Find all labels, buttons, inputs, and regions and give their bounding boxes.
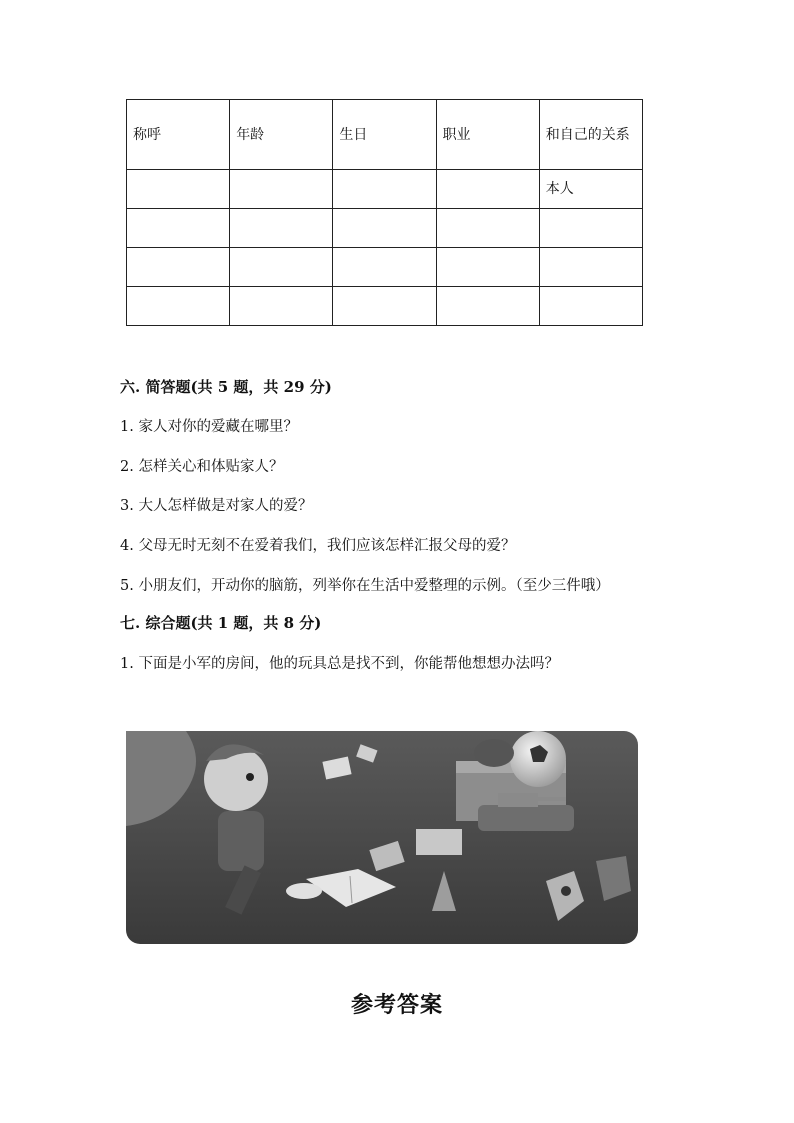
table-cell[interactable] bbox=[539, 248, 642, 287]
robot-eye bbox=[561, 886, 571, 896]
section-7-title: 七. 综合题(共 1 题，共 8 分) bbox=[120, 614, 322, 632]
rugby-ball bbox=[474, 739, 514, 767]
table-cell[interactable] bbox=[436, 248, 539, 287]
table-row bbox=[127, 170, 643, 209]
question-6-2: 2. 怎样关心和体贴家人？ bbox=[120, 459, 284, 475]
table-header-cell: 职业 bbox=[436, 100, 539, 170]
table-header-cell: 年龄 bbox=[230, 100, 333, 170]
boy-body bbox=[218, 811, 264, 871]
table-cell[interactable] bbox=[436, 170, 539, 209]
tank-toy bbox=[478, 805, 574, 831]
family-info-table bbox=[126, 99, 643, 326]
question-6-4: 4. 父母无时无刻不在爱着我们，我们应该怎样汇报父母的爱？ bbox=[120, 538, 516, 554]
table-cell[interactable] bbox=[230, 170, 333, 209]
table-cell[interactable] bbox=[127, 170, 230, 209]
question-6-1: 1. 家人对你的爱藏在哪里？ bbox=[120, 419, 298, 435]
table-cell[interactable] bbox=[127, 287, 230, 326]
table-cell[interactable] bbox=[436, 287, 539, 326]
messy-room-illustration bbox=[126, 731, 638, 944]
table-cell[interactable] bbox=[333, 287, 436, 326]
table-header-cell: 生日 bbox=[333, 100, 436, 170]
table-cell[interactable] bbox=[127, 209, 230, 248]
table-cell[interactable] bbox=[333, 248, 436, 287]
table-cell[interactable] bbox=[333, 209, 436, 248]
table-row bbox=[127, 209, 643, 248]
table-cell: 本人 bbox=[539, 170, 642, 209]
question-6-3: 3. 大人怎样做是对家人的爱？ bbox=[120, 498, 313, 514]
boy-eye bbox=[246, 773, 254, 781]
question-7-1: 1. 下面是小军的房间，他的玩具总是找不到，你能帮他想想办法吗？ bbox=[120, 656, 559, 672]
tank-turret bbox=[498, 793, 538, 807]
answer-key-title: 参考答案 bbox=[350, 992, 443, 1018]
table-cell[interactable] bbox=[539, 287, 642, 326]
table-cell[interactable] bbox=[333, 170, 436, 209]
table-row bbox=[127, 287, 643, 326]
table-cell[interactable] bbox=[127, 248, 230, 287]
table-cell[interactable] bbox=[230, 287, 333, 326]
table-header-row bbox=[127, 100, 643, 170]
small-box bbox=[416, 829, 462, 855]
table-cell[interactable] bbox=[230, 209, 333, 248]
tank-barrel bbox=[536, 797, 566, 801]
table-cell[interactable] bbox=[539, 209, 642, 248]
table-header-cell: 称呼 bbox=[127, 100, 230, 170]
question-6-5: 5. 小朋友们，开动你的脑筋，列举你在生活中爱整理的示例。（至少三件哦） bbox=[120, 578, 610, 594]
table-cell[interactable] bbox=[230, 248, 333, 287]
table-cell[interactable] bbox=[436, 209, 539, 248]
table-header-cell: 和自己的关系 bbox=[539, 100, 642, 170]
section-6-title: 六. 简答题(共 5 题，共 29 分) bbox=[120, 378, 332, 396]
table-row bbox=[127, 248, 643, 287]
boy-shoe bbox=[286, 883, 322, 899]
